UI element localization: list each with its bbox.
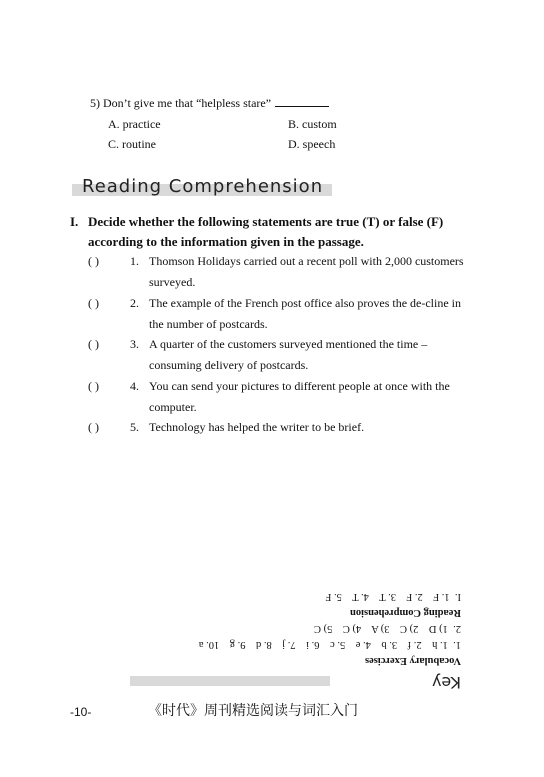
statement-number: 3.: [130, 337, 139, 351]
statement-number: 5.: [130, 420, 139, 434]
key-heading-bar: [130, 676, 330, 686]
statement-item: [88, 334, 468, 376]
answer-paren: ( ): [88, 337, 99, 351]
page-number: -10-: [70, 705, 92, 719]
statement-item: [88, 251, 468, 293]
option-d: D. speech: [288, 137, 336, 151]
option-b: B. custom: [288, 117, 337, 131]
key-reading-heading: Reading Comprehension: [350, 607, 461, 618]
answer-key: [0, 560, 544, 700]
answer-paren: ( ): [88, 420, 99, 434]
statement-text: The example of the French post office also proves the de-cline in the number of postcards.: [149, 296, 462, 331]
instruction: [70, 212, 480, 252]
key-title: Key: [431, 673, 461, 692]
answer-paren: ( ): [88, 254, 99, 268]
statement-number: 2.: [130, 296, 139, 310]
answer-key-rotated: [0, 560, 544, 700]
statement-item: [88, 417, 468, 438]
instruction-number: I.: [70, 214, 79, 229]
key-vocab-heading: Vocabulary Exercises: [365, 655, 461, 666]
question-5: [90, 96, 329, 111]
statement-item: [88, 293, 468, 335]
question-5-prompt: 5) Don’t give me that “helpless stare”: [90, 96, 272, 110]
section-title: Reading Comprehension: [82, 176, 324, 197]
answer-paren: ( ): [88, 296, 99, 310]
statement-text: Thomson Holidays carried out a recent poll with 2,000 customers surveyed.: [149, 254, 464, 289]
statement-text: You can send your pictures to different people at once with the computer.: [149, 379, 450, 414]
key-vocab-line-1: 1. 1. h 2. f 3. b 4. e 5. c 6. i 7. j 8. d 9. g 10. a: [198, 639, 461, 650]
instruction-text: Decide whether the following statements are true (T) or false (F) according to the information given in the passage.: [88, 214, 444, 249]
book-title: 《时代》周刊精选阅读与词汇入门: [148, 703, 358, 719]
statement-number: 1.: [130, 254, 139, 268]
statement-text: A quarter of the customers surveyed mentioned the time – consuming delivery of postcards.: [149, 337, 428, 372]
answer-paren: ( ): [88, 379, 99, 393]
option-a: A. practice: [108, 117, 161, 131]
key-reading-line: I. 1. F 2. F 3. T 4. T 5. F: [325, 591, 461, 602]
key-vocab-line-2: 2. 1) D 2) C 3) A 4) C 5) C: [314, 623, 461, 634]
answer-blank: [275, 96, 329, 107]
statement-item: [88, 376, 468, 418]
statement-text: Technology has helped the writer to be brief.: [149, 420, 365, 434]
statement-number: 4.: [130, 379, 139, 393]
option-c: C. routine: [108, 137, 156, 151]
